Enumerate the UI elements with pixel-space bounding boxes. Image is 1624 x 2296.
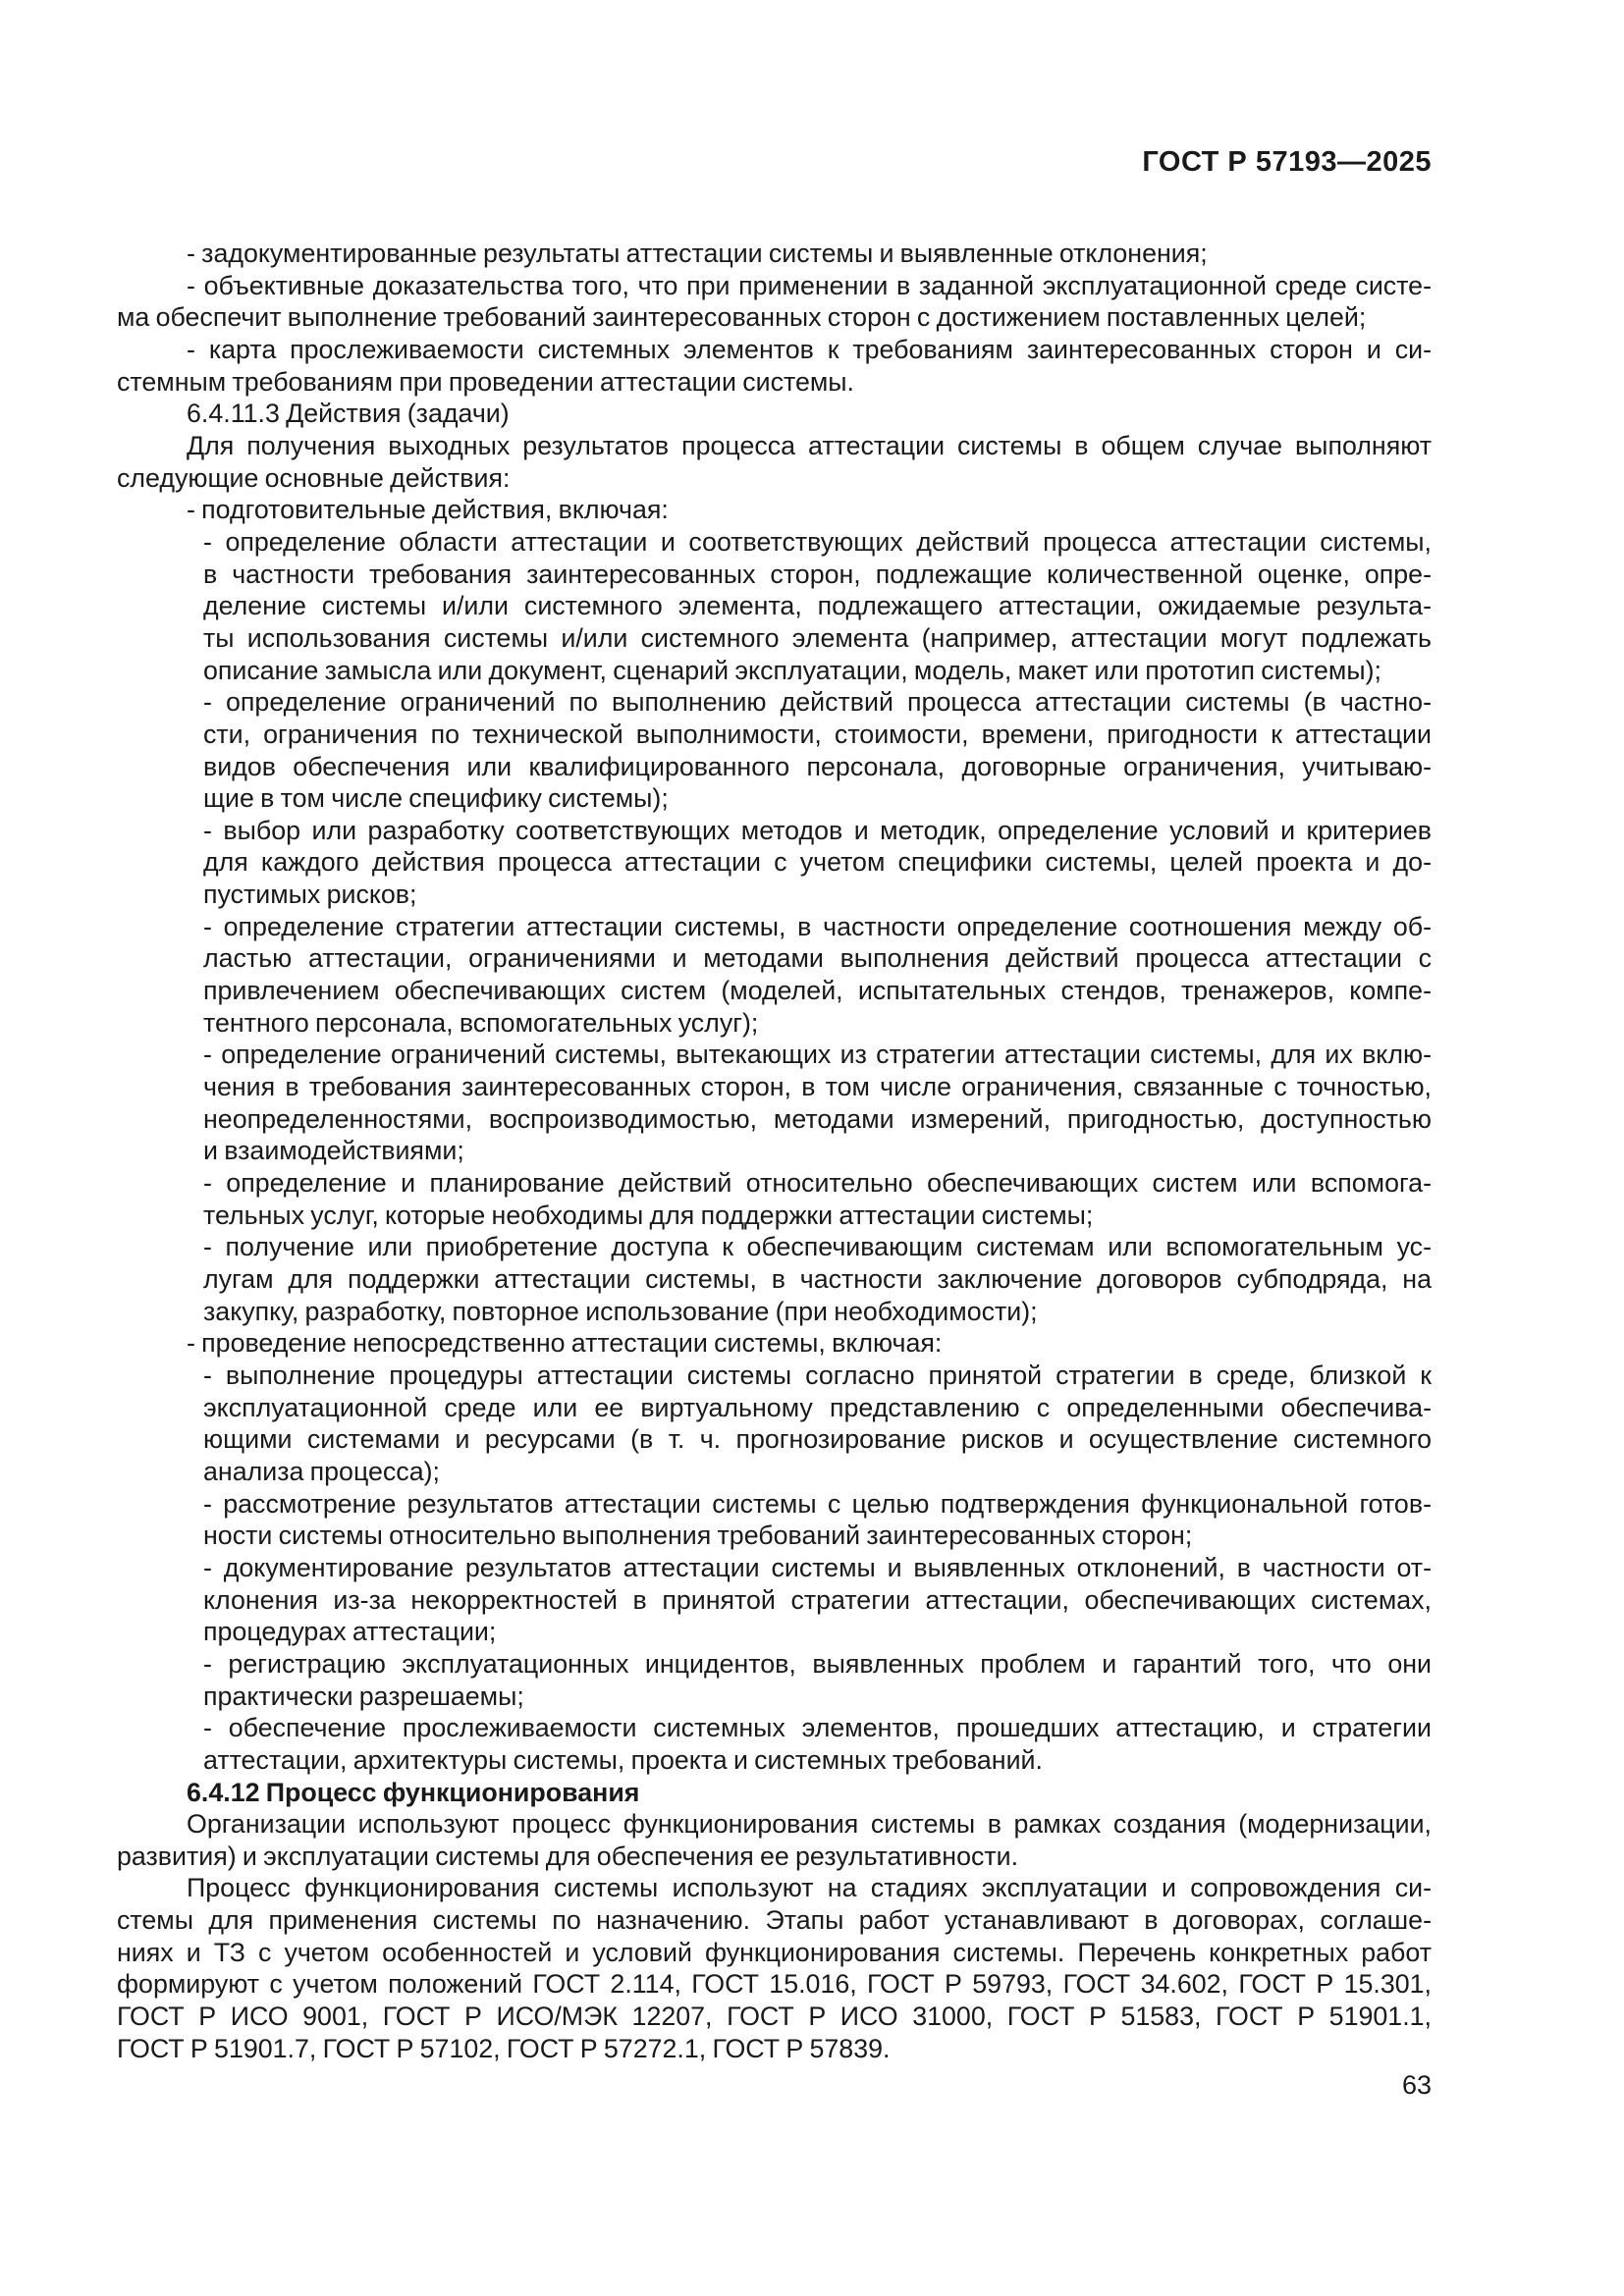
text-line: тентного персонала, вспомогательных услуг); xyxy=(203,1007,759,1038)
page-number: 63 xyxy=(1401,2070,1432,2100)
text-line: - определение области аттестации и соответствующих действий процесса аттестации системы, xyxy=(203,526,1432,557)
text-line: и взаимодействиями; xyxy=(203,1136,464,1166)
text-line: анализа процесса); xyxy=(203,1456,440,1486)
list-item xyxy=(203,1712,1432,1776)
text-line: - карта прослеживаемости системных элементов к требованиям заинтересованных сторон и си- xyxy=(187,334,1432,364)
text-line: ты использования системы и/или системного элемента (например, аттестации могут подлежать xyxy=(203,622,1432,653)
text-line: щие в том числе специфику системы); xyxy=(203,783,669,814)
list-item xyxy=(203,911,1432,1040)
paragraph xyxy=(117,334,1432,398)
paragraph xyxy=(117,270,1432,334)
paragraph xyxy=(117,398,1432,430)
text-line: - определение ограничений по выполнению действий процесса аттестации системы (в частно- xyxy=(203,687,1432,718)
text-line: ющими системами и ресурсами (в т. ч. прогнозирование рисков и осуществление системного xyxy=(203,1424,1432,1455)
document-header-title: ГОСТ Р 57193—2025 xyxy=(1142,146,1432,178)
text-line: тельных услуг, которые необходимы для поддержки аттестации системы; xyxy=(203,1200,1094,1230)
text-line: стемным требованиям при проведении аттестации системы. xyxy=(117,366,854,397)
text-line: стемы для применения системы по назначению. Этапы работ устанавливают в договорах, соглаше- xyxy=(117,1905,1432,1936)
text-line: - определение стратегии аттестации системы, в частности определение соотношения между об- xyxy=(203,911,1432,941)
list-item xyxy=(203,1039,1432,1167)
text-line: - документирование результатов аттестации системы и выявленных отклонений, в частности от- xyxy=(203,1552,1432,1582)
section-heading xyxy=(117,1777,1432,1809)
text-line: 6.4.12 Процесс функционирования xyxy=(187,1777,640,1807)
text-line: видов обеспечения или квалифицированного персонала, договорные ограничения, учитываю- xyxy=(203,751,1432,781)
text-line: пустимых рисков; xyxy=(203,880,417,910)
text-line: - регистрацию эксплуатационных инцидентов, выявленных проблем и гарантий того, что они xyxy=(203,1648,1432,1679)
paragraph xyxy=(117,1872,1432,2064)
list-item xyxy=(203,686,1432,815)
text-line: 6.4.11.3 Действия (задачи) xyxy=(187,399,510,429)
text-line: аттестации, архитектуры системы, проекта и системных требований. xyxy=(203,1744,1043,1775)
list-item xyxy=(203,1360,1432,1488)
text-line: ластью аттестации, ограничениями и методами выполнения действий процесса аттестации с xyxy=(203,943,1432,974)
text-line: следующие основные действия: xyxy=(117,462,511,493)
text-line: - рассмотрение результатов аттестации системы с целью подтверждения функциональной готов- xyxy=(203,1488,1432,1519)
text-line: эксплуатационной среде или ее виртуальному представлению с определенными обеспечива- xyxy=(203,1392,1432,1422)
text-line: - выбор или разработку соответствующих методов и методик, определение условий и критериев xyxy=(203,815,1432,845)
list-item xyxy=(203,815,1432,911)
paragraph xyxy=(117,1808,1432,1872)
text-line: описание замысла или документ, сценарий эксплуатации, модель, макет или прототип системы); xyxy=(203,655,1381,685)
text-line: - получение или приобретение доступа к обеспечивающим системам или вспомогательным ус- xyxy=(203,1232,1432,1262)
text-line: деление системы и/или системного элемента, подлежащего аттестации, ожидаемые результа- xyxy=(203,591,1432,621)
document-body xyxy=(117,238,1432,2064)
text-line: - выполнение процедуры аттестации системы согласно принятой стратегии в среде, близкой к xyxy=(203,1360,1432,1390)
text-line: в частности требования заинтересованных сторон, подлежащие количественной оценке, опре- xyxy=(203,559,1432,589)
text-line: - определение ограничений системы, вытекающих из стратегии аттестации системы, для их вклю- xyxy=(203,1040,1432,1070)
text-line: лугам для поддержки аттестации системы, в частности заключение договоров субподряда, на xyxy=(203,1264,1432,1294)
text-line: - подготовительные действия, включая: xyxy=(187,495,669,525)
text-line: сти, ограничения по технической выполнимости, стоимости, времени, пригодности к аттестации xyxy=(203,719,1432,749)
text-line: чения в требования заинтересованных сторон, в том числе ограничения, связанные с точностью, xyxy=(203,1072,1432,1102)
text-line: ГОСТ Р ИСО 9001, ГОСТ Р ИСО/МЭК 12207, ГОСТ Р ИСО 31000, ГОСТ Р 51583, ГОСТ Р 51901.1, xyxy=(117,2002,1432,2032)
paragraph xyxy=(117,1327,1432,1360)
text-line: - проведение непосредственно аттестации системы, включая: xyxy=(187,1328,943,1359)
text-line: для каждого действия процесса аттестации с учетом специфики системы, целей проекта и до- xyxy=(203,847,1432,878)
text-line: ниях и ТЗ с учетом особенностей и условий функционирования системы. Перечень конкретных работ xyxy=(117,1937,1432,1967)
text-line: формируют с учетом положений ГОСТ 2.114, ГОСТ 15.016, ГОСТ Р 59793, ГОСТ 34.602, ГОСТ Р 15.301, xyxy=(117,1969,1432,2000)
list-item xyxy=(203,526,1432,686)
list-item xyxy=(203,1648,1432,1712)
text-line: - определение и планирование действий относительно обеспечивающих систем или вспомога- xyxy=(203,1168,1432,1199)
text-line: Процесс функционирования системы используют на стадиях эксплуатации и сопровождения си- xyxy=(187,1873,1432,1903)
text-line: - объективные доказательства того, что при применении в заданной эксплуатационной среде систе- xyxy=(187,270,1432,300)
text-line: Организации используют процесс функционирования системы в рамках создания (модернизации, xyxy=(187,1809,1432,1840)
text-line: практически разрешаемы; xyxy=(203,1681,524,1711)
list-item xyxy=(203,1231,1432,1327)
list-item xyxy=(203,1552,1432,1648)
text-line: ГОСТ Р 51901.7, ГОСТ Р 57102, ГОСТ Р 57272.1, ГОСТ Р 57839. xyxy=(117,2033,891,2063)
text-line: ма обеспечит выполнение требований заинтересованных сторон с достижением поставленных целей; xyxy=(117,302,1367,333)
paragraph xyxy=(117,494,1432,526)
list-item xyxy=(203,1488,1432,1552)
paragraph xyxy=(117,430,1432,494)
text-line: Для получения выходных результатов процесса аттестации системы в общем случае выполняют xyxy=(187,430,1432,460)
text-line: ности системы относительно выполнения требований заинтересованных сторон; xyxy=(203,1521,1193,1551)
text-line: процедурах аттестации; xyxy=(203,1617,497,1647)
paragraph xyxy=(117,238,1432,270)
list-item xyxy=(203,1167,1432,1231)
text-line: привлечением обеспечивающих систем (моделей, испытательных стендов, тренажеров, компе- xyxy=(203,976,1432,1006)
text-line: - обеспечение прослеживаемости системных элементов, прошедших аттестацию, и стратегии xyxy=(203,1713,1432,1743)
text-line: закупку, разработку, повторное использование (при необходимости); xyxy=(203,1296,1038,1326)
text-line: клонения из-за некорректностей в принятой стратегии аттестации, обеспечивающих системах, xyxy=(203,1584,1432,1615)
text-line: - задокументированные результаты аттестации системы и выявленные отклонения; xyxy=(187,239,1208,268)
text-line: развития) и эксплуатации системы для обеспечения ее результативности. xyxy=(117,1841,1019,1871)
text-line: неопределенностями, воспроизводимостью, методами измерений, пригодностью, доступностью xyxy=(203,1103,1432,1134)
